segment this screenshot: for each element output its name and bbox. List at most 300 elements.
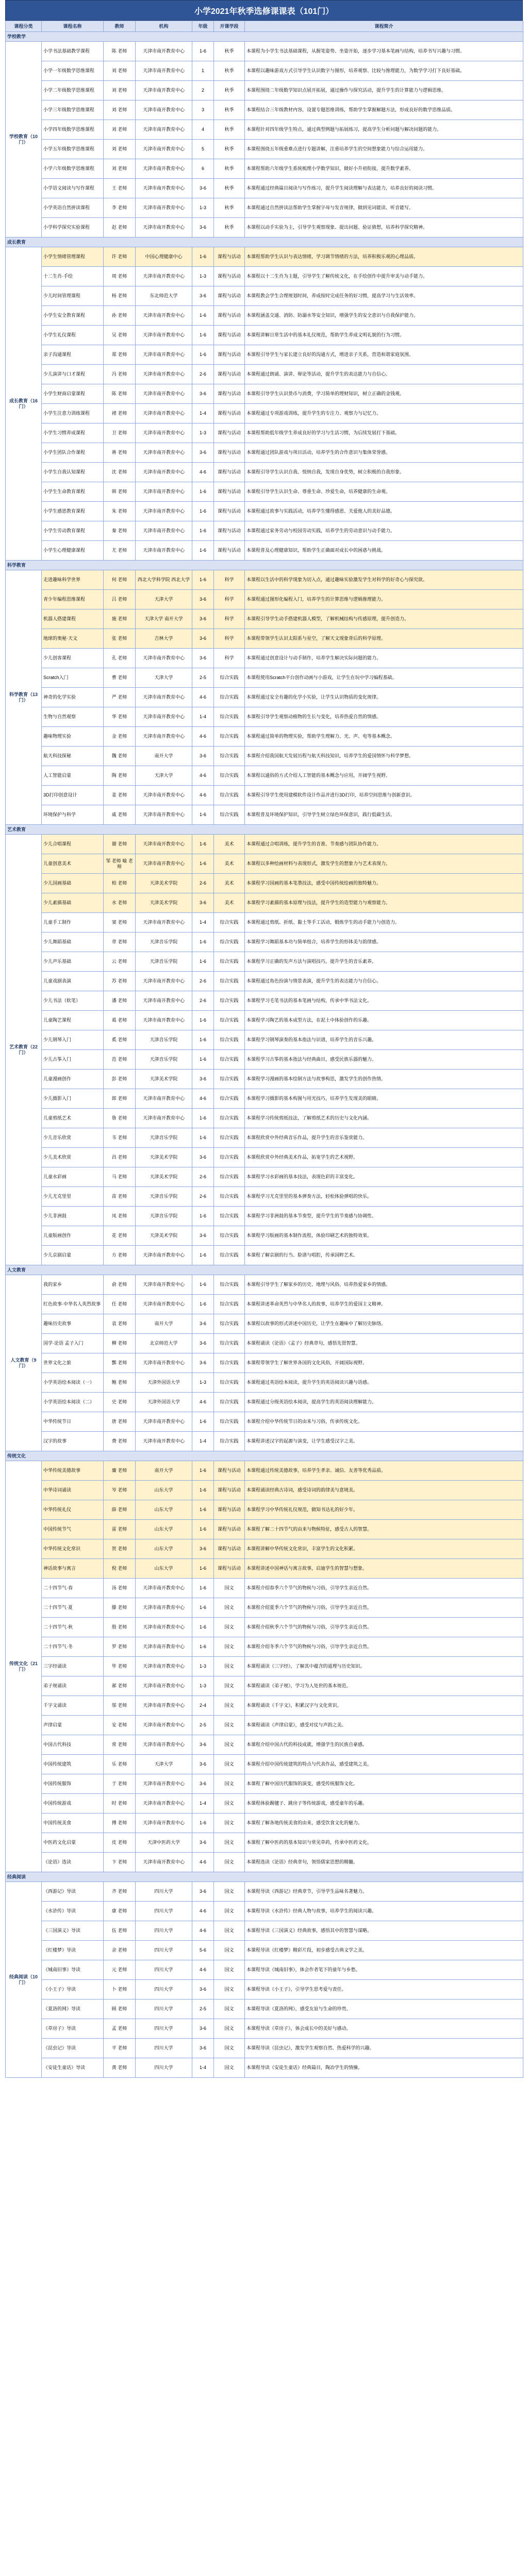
desc-cell: 本课程学习舞蹈基本功与简单组合，培养学生的形体美与韵律感。 [245, 933, 523, 952]
org-cell: 天津市南开教育中心 [136, 218, 192, 238]
course-name-cell: 儿童剪纸艺术 [42, 1109, 104, 1128]
org-cell: 天津市南开教育中心 [136, 1579, 192, 1598]
grade-cell: 3-6 [192, 2039, 214, 2058]
grade-cell: 2-6 [192, 972, 214, 991]
term-cell: 课程与活动 [214, 1461, 245, 1481]
desc-cell: 本课程通过英语绘本阅读，提升学生的英语阅读兴趣与语感。 [245, 1373, 523, 1393]
grade-cell: 1-3 [192, 1676, 214, 1696]
term-cell: 综合实践 [214, 1432, 245, 1451]
teacher-cell: 周 老师 [104, 267, 136, 286]
desc-cell: 本课程学习正确的发声方法与演唱技巧，提升学生的音乐素养。 [245, 952, 523, 972]
teacher-cell: 蒋 老师 [104, 443, 136, 463]
teacher-cell: 罗 老师 [104, 1637, 136, 1657]
desc-cell: 本课程介绍秋季六个节气的物候与习俗，引导学生亲近自然。 [245, 1618, 523, 1637]
desc-cell: 本课程学习尤克里里的基本弹奏方法，轻松体验弹唱的快乐。 [245, 1187, 523, 1207]
term-cell: 综合实践 [214, 1226, 245, 1246]
desc-cell: 本课程体验踢毽子、跳房子等传统游戏，感受童年的乐趣。 [245, 1794, 523, 1814]
table-row [6, 1579, 523, 1598]
course-name-cell: 世界文化之旅 [42, 1353, 104, 1373]
grade-cell: 2-5 [192, 1999, 214, 2019]
course-name-cell: 小学一年级数学思维课程 [42, 61, 104, 81]
course-name-cell: 儿童版画创作 [42, 1226, 104, 1246]
section-header-row [6, 32, 523, 42]
grade-cell: 1-6 [192, 521, 214, 541]
section-header-row [6, 561, 523, 570]
desc-cell: 本课程选读《论语》经典章句，领悟儒家思想的精髓。 [245, 1853, 523, 1872]
teacher-cell: 韩 老师 [104, 482, 136, 502]
grade-cell: 4-6 [192, 727, 214, 747]
table-row [6, 482, 523, 502]
term-cell: 综合实践 [214, 747, 245, 766]
org-cell: 天津市南开教育中心 [136, 1598, 192, 1618]
term-cell: 国文 [214, 1941, 245, 1960]
course-name-cell: 小学生团队合作课程 [42, 443, 104, 463]
table-row [6, 247, 523, 267]
teacher-cell: 柳 老师 [104, 1334, 136, 1353]
table-row [6, 1637, 523, 1657]
org-cell: 天津市南开教育中心 [136, 1432, 192, 1451]
org-cell: 天津市南开教育中心 [136, 1637, 192, 1657]
grade-cell: 1-6 [192, 1481, 214, 1500]
course-name-cell: 小学科学探究实验课程 [42, 218, 104, 238]
grade-cell: 5-6 [192, 1941, 214, 1960]
teacher-cell: 施 老师 [104, 609, 136, 629]
teacher-cell: 刘 老师 [104, 61, 136, 81]
teacher-cell: 褚 老师 [104, 404, 136, 423]
org-cell: 四川大学 [136, 2039, 192, 2058]
org-cell: 天津美术学院 [136, 1226, 192, 1246]
section-header-row [6, 1872, 523, 1882]
table-row [6, 1618, 523, 1637]
term-cell: 课程与活动 [214, 326, 245, 345]
term-cell: 国文 [214, 1814, 245, 1833]
grade-cell: 3-6 [192, 2019, 214, 2039]
teacher-cell: 秦 老师 [104, 521, 136, 541]
grade-cell: 1-6 [192, 570, 214, 590]
teacher-cell: 汤 老师 [104, 1579, 136, 1598]
term-cell: 科学 [214, 649, 245, 668]
course-name-cell: 《西游记》导读 [42, 1882, 104, 1902]
table-row [6, 1559, 523, 1579]
desc-cell: 本课程学习漫画的基本绘制方法与故事构思，激发学生的创作热情。 [245, 1070, 523, 1089]
grade-cell: 1-3 [192, 1373, 214, 1393]
teacher-cell: 姜 老师 [104, 786, 136, 805]
teacher-cell: 葛 老师 [104, 1011, 136, 1030]
teacher-cell: 卜 老师 [104, 1980, 136, 1999]
grade-cell: 3-6 [192, 893, 214, 913]
table-row [6, 1070, 523, 1089]
table-row [6, 1334, 523, 1353]
grade-cell: 1-6 [192, 345, 214, 365]
term-cell: 国文 [214, 2039, 245, 2058]
term-cell: 科学 [214, 570, 245, 590]
table-row [6, 1941, 523, 1960]
org-cell: 天津市南开教育中心 [136, 1412, 192, 1432]
table-row [6, 179, 523, 198]
grade-cell: 3-6 [192, 1353, 214, 1373]
desc-cell: 本课程通过安全有趣的化学小实验，让学生认识物质的变化规律。 [245, 688, 523, 707]
teacher-cell: 郑 老师 [104, 345, 136, 365]
course-name-cell: 《三国演义》导读 [42, 1921, 104, 1941]
course-name-cell: 少儿合唱课程 [42, 835, 104, 854]
term-cell: 国文 [214, 1676, 245, 1696]
teacher-cell: 水 老师 [104, 893, 136, 913]
org-cell: 天津外国语大学 [136, 1393, 192, 1412]
teacher-cell: 章 老师 [104, 933, 136, 952]
desc-cell: 本课程诵读《声律启蒙》，感受对仗与声韵之美。 [245, 1716, 523, 1735]
teacher-cell: 薛 老师 [104, 1500, 136, 1520]
term-cell: 国文 [214, 1579, 245, 1598]
org-cell: 天津市南开教育中心 [136, 1794, 192, 1814]
course-name-cell: 中华传统礼仪 [42, 1500, 104, 1520]
desc-cell: 本课程围绕五年级重难点进行专题讲解，注重培养学生的空间想象能力与综合运用能力。 [245, 140, 523, 159]
course-name-cell: 少儿钢琴入门 [42, 1030, 104, 1050]
course-name-cell: 儿童漫画创作 [42, 1070, 104, 1089]
org-cell: 天津市南开教育中心 [136, 42, 192, 61]
course-name-cell: 小学英语绘本阅读（二） [42, 1393, 104, 1412]
course-name-cell: 少儿素描基础 [42, 893, 104, 913]
desc-cell: 本课程为小学生书法基础课程，从握笔姿势、坐姿开始，逐步学习基本笔画与结构，培养书写兴趣与习惯。 [245, 42, 523, 61]
table-row [6, 267, 523, 286]
desc-cell: 本课程通过分级英语绘本阅读，提高学生的英语阅读理解能力。 [245, 1393, 523, 1412]
header-category: 课程分类 [6, 21, 42, 32]
desc-cell: 本课程讲解中华传统文化常识，丰富学生的文化积累。 [245, 1539, 523, 1559]
teacher-cell: 安 老师 [104, 1716, 136, 1735]
grade-cell: 2-6 [192, 874, 214, 893]
org-cell: 天津市南开教育中心 [136, 482, 192, 502]
course-name-cell: 中华诗词诵读 [42, 1481, 104, 1500]
teacher-cell: 韦 老师 [104, 1128, 136, 1148]
org-cell: 天津市南开教育中心 [136, 1275, 192, 1295]
desc-cell: 本课程学习国画的基本笔墨技法，感受中国传统绘画的独特魅力。 [245, 874, 523, 893]
teacher-cell: 奚 老师 [104, 1030, 136, 1050]
table-row [6, 159, 523, 179]
term-cell: 课程与活动 [214, 267, 245, 286]
term-cell: 综合实践 [214, 1011, 245, 1030]
table-row [6, 120, 523, 140]
table-row [6, 2019, 523, 2039]
term-cell: 美术 [214, 854, 245, 874]
org-cell: 天津市南开教育中心 [136, 159, 192, 179]
teacher-cell: 雷 老师 [104, 1520, 136, 1539]
table-row [6, 707, 523, 727]
table-row [6, 326, 523, 345]
page [5, 0, 523, 2078]
category-cell: 人文教育（9门） [6, 1275, 42, 1451]
course-name-cell: 儿童创意美术 [42, 854, 104, 874]
org-cell: 天津市南开教育中心 [136, 100, 192, 120]
org-cell: 天津市南开教育中心 [136, 1735, 192, 1755]
desc-cell: 本课程教会学生合理规划时间，养成按时完成任务的好习惯，提高学习与生活效率。 [245, 286, 523, 306]
desc-cell: 本课程学习传统剪纸技法，了解剪纸艺术的历史与文化内涵。 [245, 1109, 523, 1128]
org-cell: 天津市南开教育中心 [136, 1676, 192, 1696]
desc-cell: 本课程讲述革命英烈与中华名人的故事，培养学生的爱国主义精神。 [245, 1295, 523, 1314]
term-cell: 综合实践 [214, 805, 245, 825]
teacher-cell: 滕 老师 [104, 1598, 136, 1618]
org-cell: 天津美术学院 [136, 874, 192, 893]
org-cell: 天津市南开教育中心 [136, 972, 192, 991]
org-cell: 天津市南开教育中心 [136, 1618, 192, 1637]
table-row [6, 521, 523, 541]
org-cell: 天津大学 南开大学 [136, 609, 192, 629]
desc-cell: 本课程讲述汉字的起源与演变，让学生感受汉字之美。 [245, 1432, 523, 1451]
term-cell: 综合实践 [214, 1314, 245, 1334]
table-row [6, 629, 523, 649]
org-cell: 天津大学 [136, 590, 192, 609]
term-cell: 综合实践 [214, 727, 245, 747]
teacher-cell: 费 老师 [104, 1432, 136, 1451]
term-cell: 秋季 [214, 61, 245, 81]
term-cell: 综合实践 [214, 1393, 245, 1412]
grade-cell: 3-6 [192, 1774, 214, 1794]
org-cell: 吉林大学 [136, 629, 192, 649]
org-cell: 山东大学 [136, 1481, 192, 1500]
teacher-cell: 陶 老师 [104, 766, 136, 786]
desc-cell: 本课程通过故事与实践活动，培养学生懂得感恩、关爱他人的美好品德。 [245, 502, 523, 521]
table-row [6, 1794, 523, 1814]
desc-cell: 本课程通过传统美德故事，培养学生孝亲、诚信、友善等优秀品质。 [245, 1461, 523, 1481]
course-name-cell: 地球的奥秘·天文 [42, 629, 104, 649]
teacher-cell: 张 老师 [104, 629, 136, 649]
teacher-cell: 华 老师 [104, 707, 136, 727]
desc-cell: 本课程以多种绘画材料与表现形式，激发学生的想象力与艺术表现力。 [245, 854, 523, 874]
grade-cell: 3-6 [192, 1314, 214, 1334]
desc-cell: 本课程通过角色扮演与情景表演，提升学生的表达能力与自信心。 [245, 972, 523, 991]
course-name-cell: 二十四节气·春 [42, 1579, 104, 1598]
course-name-cell: 中国古代科技 [42, 1735, 104, 1755]
org-cell: 四川大学 [136, 1960, 192, 1980]
category-cell: 成长教育（16门） [6, 247, 42, 561]
term-cell: 美术 [214, 874, 245, 893]
teacher-cell: 曹 老师 [104, 668, 136, 688]
table-row [6, 991, 523, 1011]
category-cell: 经典阅读（10门） [6, 1882, 42, 2078]
org-cell: 天津市南开教育中心 [136, 1011, 192, 1030]
grade-cell: 1-6 [192, 1579, 214, 1598]
header-org: 机构 [136, 21, 192, 32]
term-cell: 综合实践 [214, 1412, 245, 1432]
org-cell: 东北师范大学 [136, 286, 192, 306]
teacher-cell: 俞 老师 [104, 1275, 136, 1295]
term-cell: 课程与活动 [214, 384, 245, 404]
course-name-cell: 汉字的故事 [42, 1432, 104, 1451]
teacher-cell: 卞 老师 [104, 1853, 136, 1872]
term-cell: 综合实践 [214, 668, 245, 688]
desc-cell: 本课程导读《三国演义》经典故事，感悟其中的智慧与谋略。 [245, 1921, 523, 1941]
course-name-cell: 《昆虫记》导读 [42, 2039, 104, 2058]
org-cell: 天津市南开教育中心 [136, 1814, 192, 1833]
desc-cell: 本课程帮助六年级学生系统梳理小学数学知识，做好小升初衔接，提升数学素养。 [245, 159, 523, 179]
term-cell: 课程与活动 [214, 482, 245, 502]
desc-cell: 本课程讲述中国神话与寓言故事，启迪学生的智慧与想象。 [245, 1559, 523, 1579]
desc-cell: 本课程引导学生认识货币与消费，学习简单的理财知识，树立正确的金钱观。 [245, 384, 523, 404]
header-teacher: 教师 [104, 21, 136, 32]
section-title: 科学教育 [6, 561, 523, 570]
course-name-cell: 中华传统美德故事 [42, 1461, 104, 1481]
grade-cell: 1-6 [192, 42, 214, 61]
org-cell: 四川大学 [136, 1999, 192, 2019]
term-cell: 国文 [214, 1637, 245, 1657]
grade-cell: 1-6 [192, 306, 214, 326]
org-cell: 天津市南开教育中心 [136, 1657, 192, 1676]
desc-cell: 本课程诵读经典古诗词，感受诗词的韵律美与意境美。 [245, 1481, 523, 1500]
term-cell: 秋季 [214, 120, 245, 140]
table-row [6, 463, 523, 482]
table-body [6, 32, 523, 2078]
table-row [6, 688, 523, 707]
org-cell: 天津市南开教育中心 [136, 521, 192, 541]
org-cell: 天津大学 [136, 766, 192, 786]
grade-cell: 3-6 [192, 1148, 214, 1167]
table-row [6, 1412, 523, 1432]
teacher-cell: 史 老师 [104, 1393, 136, 1412]
desc-cell: 本课程了解中国历代服饰的演变，感受传统服饰文化。 [245, 1774, 523, 1794]
table-row [6, 1481, 523, 1500]
desc-cell: 本课程通过图形化编程入门，培养学生的计算思维与逻辑推理能力。 [245, 590, 523, 609]
term-cell: 综合实践 [214, 913, 245, 933]
org-cell: 山东大学 [136, 1520, 192, 1539]
org-cell: 天津市南开教育中心 [136, 1716, 192, 1735]
term-cell: 国文 [214, 2058, 245, 2078]
term-cell: 综合实践 [214, 1353, 245, 1373]
desc-cell: 本课程涵盖交通、消防、防溺水等安全知识，增强学生的安全意识与自我保护能力。 [245, 306, 523, 326]
table-row [6, 786, 523, 805]
org-cell: 四川大学 [136, 1921, 192, 1941]
grade-cell: 2-5 [192, 1716, 214, 1735]
course-name-cell: 少儿演讲与口才课程 [42, 365, 104, 384]
teacher-cell: 伍 老师 [104, 1921, 136, 1941]
term-cell: 国文 [214, 1618, 245, 1637]
course-name-cell: 小学生劳动教育课程 [42, 521, 104, 541]
desc-cell: 本课程帮助学生认识与表达情绪，学习调节情绪的方法，培养积极乐观的心理品质。 [245, 247, 523, 267]
desc-cell: 本课程引导学生与家长建立良好的沟通方式，增进亲子关系，营造和谐家庭氛围。 [245, 345, 523, 365]
term-cell: 国文 [214, 1853, 245, 1872]
desc-cell: 本课程学习素描的基本原理与技法，提升学生的造型能力与观察能力。 [245, 893, 523, 913]
table-row [6, 502, 523, 521]
grade-cell: 1-6 [192, 482, 214, 502]
term-cell: 秋季 [214, 100, 245, 120]
org-cell: 天津市南开教育中心 [136, 404, 192, 423]
teacher-cell: 顾 老师 [104, 1999, 136, 2019]
course-name-cell: 小学英语绘本阅读（一） [42, 1373, 104, 1393]
teacher-cell: 常 老师 [104, 1735, 136, 1755]
term-cell: 课程与活动 [214, 247, 245, 267]
grade-cell: 1-6 [192, 1637, 214, 1657]
course-name-cell: 儿童手工制作 [42, 913, 104, 933]
desc-cell: 本课程以故事的形式讲述中国历史，让学生在趣味中了解历史脉络。 [245, 1314, 523, 1334]
table-row [6, 1109, 523, 1128]
org-cell: 天津中医药大学 [136, 1833, 192, 1853]
org-cell: 天津市南开教育中心 [136, 81, 192, 100]
desc-cell: 本课程学习水彩画的基本技法，表现色彩的丰富变化。 [245, 1167, 523, 1187]
course-name-cell: 中华传统节日 [42, 1412, 104, 1432]
term-cell: 综合实践 [214, 766, 245, 786]
desc-cell: 本课程通过经典篇目阅读与写作练习，提升学生阅读理解与表达能力，培养良好的阅读习惯。 [245, 179, 523, 198]
desc-cell: 本课程了解二十四节气的由来与物候特征，感受古人的智慧。 [245, 1520, 523, 1539]
org-cell: 四川大学 [136, 1941, 192, 1960]
term-cell: 国文 [214, 1882, 245, 1902]
teacher-cell: 唐 老师 [104, 1412, 136, 1432]
grade-cell: 1-3 [192, 423, 214, 443]
section-header-row [6, 238, 523, 247]
table-row [6, 874, 523, 893]
desc-cell: 本课程围绕二年级数学知识点展开拓展，通过操作与探究活动，提升学生的计算能力与逻辑思维。 [245, 81, 523, 100]
org-cell: 天津市南开教育中心 [136, 854, 192, 874]
teacher-cell: 许 老师 [104, 247, 136, 267]
teacher-cell: 刘 老师 [104, 120, 136, 140]
course-name-cell: 神奇的化学实验 [42, 688, 104, 707]
term-cell: 秋季 [214, 198, 245, 218]
org-cell: 天津市南开教育中心 [136, 727, 192, 747]
grade-cell: 1-6 [192, 1559, 214, 1579]
table-row [6, 218, 523, 238]
grade-cell: 3-6 [192, 1833, 214, 1853]
teacher-cell: 金 老师 [104, 727, 136, 747]
course-name-cell: 中华传统文化常识 [42, 1539, 104, 1559]
grade-cell: 3-6 [192, 1070, 214, 1089]
teacher-cell: 元 老师 [104, 1960, 136, 1980]
table-row [6, 1500, 523, 1520]
term-cell: 综合实践 [214, 1275, 245, 1295]
grade-cell: 4-6 [192, 1921, 214, 1941]
org-cell: 天津市南开教育中心 [136, 649, 192, 668]
desc-cell: 本课程学习摄影的基本构图与用光技巧，培养学生发现美的眼睛。 [245, 1089, 523, 1109]
term-cell: 秋季 [214, 140, 245, 159]
desc-cell: 本课程诵读《论语》《孟子》经典章句，感悟先贤智慧。 [245, 1334, 523, 1353]
term-cell: 国文 [214, 1794, 245, 1814]
grade-cell: 1-6 [192, 1412, 214, 1432]
course-name-cell: 《红楼梦》导读 [42, 1941, 104, 1960]
course-name-cell: 中国传统节气 [42, 1520, 104, 1539]
desc-cell: 本课程引导学生认识自我、悦纳自我，发现自身优势，树立积极的自我形象。 [245, 463, 523, 482]
org-cell: 四川大学 [136, 1902, 192, 1921]
desc-cell: 本课程普及心理健康知识，帮助学生正确面对成长中的困惑与挑战。 [245, 541, 523, 561]
grade-cell: 4-6 [192, 463, 214, 482]
course-name-cell: Scratch入门 [42, 668, 104, 688]
table-row [6, 933, 523, 952]
term-cell: 秋季 [214, 81, 245, 100]
org-cell: 天津市南开教育中心 [136, 1353, 192, 1373]
course-name-cell: 小学生情绪管理课程 [42, 247, 104, 267]
term-cell: 秋季 [214, 218, 245, 238]
course-name-cell: 趣味历史故事 [42, 1314, 104, 1334]
term-cell: 课程与活动 [214, 1559, 245, 1579]
section-title: 学校教学 [6, 32, 523, 42]
org-cell: 四川大学 [136, 2058, 192, 2078]
grade-cell: 3-6 [192, 1226, 214, 1246]
desc-cell: 本课程欣赏中外经典音乐作品，提升学生的音乐鉴赏能力。 [245, 1128, 523, 1148]
table-row [6, 668, 523, 688]
term-cell: 国文 [214, 1735, 245, 1755]
table-row [6, 1657, 523, 1676]
teacher-cell: 卫 老师 [104, 423, 136, 443]
desc-cell: 本课程介绍春季六个节气的物候与习俗，引导学生亲近自然。 [245, 1579, 523, 1598]
course-name-cell: 《水浒传》导读 [42, 1902, 104, 1921]
teacher-cell: 何 老师 [104, 570, 136, 590]
grade-cell: 4-6 [192, 1853, 214, 1872]
course-name-cell: 小学生礼仪课程 [42, 326, 104, 345]
org-cell: 天津美术学院 [136, 893, 192, 913]
term-cell: 综合实践 [214, 1246, 245, 1265]
course-name-cell: 中国传统服饰 [42, 1774, 104, 1794]
desc-cell: 本课程结合三年级教材内容，设置专题思维训练，帮助学生掌握解题方法，形成良好的数学思维品质。 [245, 100, 523, 120]
table-row [6, 404, 523, 423]
teacher-cell: 杨 老师 [104, 286, 136, 306]
org-cell: 天津市南开教育中心 [136, 423, 192, 443]
grade-cell: 4-6 [192, 688, 214, 707]
org-cell: 四川大学 [136, 1882, 192, 1902]
section-header-row [6, 1451, 523, 1461]
